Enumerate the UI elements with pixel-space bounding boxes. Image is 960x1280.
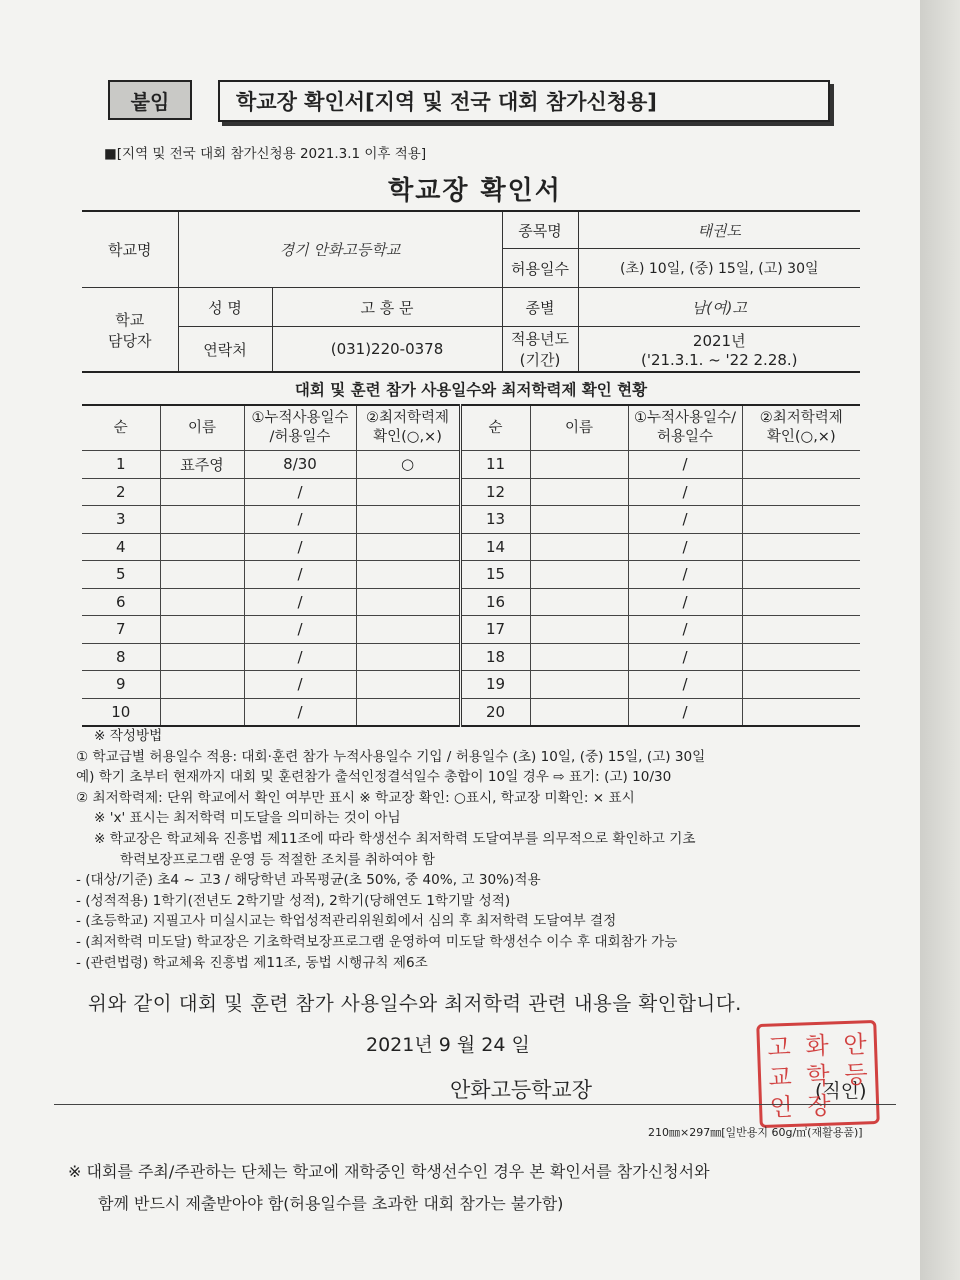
status-table-body — [82, 451, 860, 727]
cell-name — [160, 698, 244, 726]
cell-days2: / — [628, 616, 742, 644]
cell-days: / — [244, 588, 356, 616]
cell-days: / — [244, 478, 356, 506]
footer-line1: ※ 대회를 주최/주관하는 단체는 학교에 재학중인 학생선수인 경우 본 확인서를 참가신청서와 — [68, 1162, 710, 1181]
principal-title: 안화고등학교장 — [450, 1078, 593, 1102]
cell-name2 — [530, 698, 628, 726]
background-edge — [920, 0, 960, 1280]
category-label: 종별 — [502, 288, 578, 327]
cell-check2 — [742, 616, 860, 644]
manager-label — [82, 288, 178, 373]
cell-name2 — [530, 451, 628, 479]
cell-days: / — [244, 671, 356, 699]
col-days-right — [628, 405, 742, 451]
cell-days: 8/30 — [244, 451, 356, 479]
cell-check2 — [742, 451, 860, 479]
footer-line2: 함께 반드시 제출받아야 함(허용일수를 초과한 대회 참가는 불가함) — [98, 1194, 564, 1213]
note-1-example: 예) 학기 초부터 현재까지 대회 및 훈련참가 출석인정결석일수 총합이 10일 경우 ⇨ 표기: (고) 10/30 — [76, 769, 672, 786]
cell-check: ○ — [356, 451, 460, 479]
cell-check2 — [742, 561, 860, 589]
cell-check — [356, 671, 460, 699]
cell-name — [160, 616, 244, 644]
contact-value: (031)220-0378 — [272, 327, 502, 373]
cell-name2 — [530, 671, 628, 699]
cell-no2: 15 — [460, 561, 530, 589]
cell-name — [160, 643, 244, 671]
school-name-label: 학교명 — [82, 211, 178, 288]
col-days-line1: ①누적사용일수 — [251, 410, 349, 426]
cell-no2: 19 — [460, 671, 530, 699]
cell-no: 6 — [82, 588, 160, 616]
table-row — [82, 698, 860, 726]
cell-no2: 12 — [460, 478, 530, 506]
year-label — [502, 327, 578, 373]
cell-name2 — [530, 588, 628, 616]
name-label: 성 명 — [178, 288, 272, 327]
cell-check2 — [742, 506, 860, 534]
detail-4: - (최저학력 미도달) 학교장은 기초학력보장프로그램 운영하여 미도달 학생선수 이수 후 대회참가 가능 — [76, 933, 678, 950]
detail-3: - (초등학교) 지필고사 미실시교는 학업성적관리위원회에서 심의 후 최저학력 도달여부 결정 — [76, 913, 617, 930]
year-value-line1: 2021년 — [692, 331, 746, 350]
cell-check2 — [742, 478, 860, 506]
cell-no2: 14 — [460, 533, 530, 561]
cell-days: / — [244, 643, 356, 671]
year-value-line2: ('21.3.1. ~ '22 2.28.) — [640, 350, 798, 369]
cell-no2: 20 — [460, 698, 530, 726]
detail-1: - (대상/기준) 초4 ~ 고3 / 해당학년 과목평균(초 50%, 중 40%, 고 30%)적용 — [76, 872, 541, 889]
writing-instructions — [76, 726, 876, 973]
col-check-line2: 확인(○,×) — [373, 429, 442, 445]
allowed-days-value: (초) 10일, (중) 15일, (고) 30일 — [578, 249, 860, 288]
cell-days: / — [244, 506, 356, 534]
cell-no: 8 — [82, 643, 160, 671]
col-check-line1: ②최저학력제 — [365, 410, 450, 426]
cell-name — [160, 588, 244, 616]
cell-name — [160, 478, 244, 506]
signature-divider — [54, 1104, 896, 1105]
year-label-line1: 적용년도 — [511, 330, 569, 348]
col-days-line2: /허용일수 — [269, 429, 331, 445]
note-2: ② 최저학력제: 단위 학교에서 확인 여부만 표시 ※ 학교장 확인: ○표시, 학교장 미확인: × 표시 — [76, 789, 635, 806]
table-row — [82, 451, 860, 479]
cell-check2 — [742, 671, 860, 699]
cell-name: 표주영 — [160, 451, 244, 479]
paper-spec: 210㎜×297㎜[일반용지 60g/㎡(재활용품)] — [648, 1126, 863, 1139]
note-2-a: ※ 'x' 표시는 최저학력 미도달을 의미하는 것이 아님 — [94, 810, 401, 827]
cell-no: 3 — [82, 506, 160, 534]
cell-check — [356, 588, 460, 616]
info-table — [82, 210, 860, 373]
cell-check2 — [742, 643, 860, 671]
cell-name — [160, 561, 244, 589]
event-value: 태권도 — [578, 211, 860, 249]
cell-name2 — [530, 506, 628, 534]
note-2-b: ※ 학교장은 학교체육 진흥법 제11조에 따라 학생선수 최저학력 도달여부를 의무적으로 확인하고 기초 — [94, 830, 696, 847]
cell-no: 10 — [82, 698, 160, 726]
cell-name2 — [530, 561, 628, 589]
table-row — [82, 588, 860, 616]
cell-days2: / — [628, 698, 742, 726]
cell-check2 — [742, 533, 860, 561]
cell-name2 — [530, 533, 628, 561]
cell-check — [356, 698, 460, 726]
manager-label-line1: 학교 — [115, 310, 145, 329]
cell-no: 2 — [82, 478, 160, 506]
cell-name — [160, 506, 244, 534]
confirmation-statement: 위와 같이 대회 및 훈련 참가 사용일수와 최저학력 관련 내용을 확인합니다. — [88, 992, 742, 1015]
cell-check — [356, 533, 460, 561]
manager-label-line2: 담당자 — [108, 331, 152, 350]
attachment-label: 붙임 — [108, 80, 192, 120]
cell-no: 7 — [82, 616, 160, 644]
col-check-right — [742, 405, 860, 451]
col-check — [356, 405, 460, 451]
cell-no: 5 — [82, 561, 160, 589]
contact-label: 연락처 — [178, 327, 272, 373]
cell-days2: / — [628, 478, 742, 506]
col-days-right-line1: ①누적사용일수/ — [634, 410, 736, 426]
confirmation-date: 2021년 9 월 24 일 — [366, 1034, 530, 1056]
cell-days2: / — [628, 671, 742, 699]
detail-2: - (성적적용) 1학기(전년도 2학기말 성적), 2학기(당해연도 1학기말 성적) — [76, 892, 511, 909]
school-name-value: 경기 안화고등학교 — [178, 211, 502, 288]
note-2-c: 학력보장프로그램 운영 등 적절한 조치를 취하여야 함 — [120, 851, 435, 868]
cell-check2 — [742, 588, 860, 616]
page-title: 학교장 확인서 — [388, 176, 562, 206]
col-days-right-line2: 허용일수 — [656, 429, 714, 445]
event-label: 종목명 — [502, 211, 578, 249]
table-row — [82, 478, 860, 506]
col-days — [244, 405, 356, 451]
col-no: 순 — [82, 405, 160, 451]
cell-no: 1 — [82, 451, 160, 479]
name-value: 고 흥 문 — [272, 288, 502, 327]
cell-no: 4 — [82, 533, 160, 561]
seal-text: 고 화 안 교 학 등 인 장 — [766, 1030, 869, 1122]
col-check-right-line2: 확인(○,×) — [766, 429, 836, 445]
table-row — [82, 533, 860, 561]
col-name-right: 이름 — [530, 405, 628, 451]
cell-check — [356, 643, 460, 671]
cell-check — [356, 616, 460, 644]
form-title-box: 학교장 확인서[지역 및 전국 대회 참가신청용] — [218, 80, 830, 122]
col-check-right-line1: ②최저학력제 — [759, 410, 843, 426]
cell-no2: 13 — [460, 506, 530, 534]
cell-days2: / — [628, 561, 742, 589]
cell-days: / — [244, 698, 356, 726]
cell-days2: / — [628, 588, 742, 616]
cell-days2: / — [628, 643, 742, 671]
year-label-line2: (기간) — [519, 351, 561, 369]
cell-check — [356, 478, 460, 506]
col-name: 이름 — [160, 405, 244, 451]
cell-no: 9 — [82, 671, 160, 699]
table-row — [82, 671, 860, 699]
cell-no2: 16 — [460, 588, 530, 616]
allowed-days-label: 허용일수 — [502, 249, 578, 288]
cell-name2 — [530, 478, 628, 506]
status-heading: 대회 및 훈련 참가 사용일수와 최저학력제 확인 현황 — [294, 381, 648, 399]
cell-days: / — [244, 533, 356, 561]
year-value — [578, 327, 860, 373]
table-row — [82, 643, 860, 671]
note-1: ① 학교급별 허용일수 적용: 대회·훈련 참가 누적사용일수 기입 / 허용일수 (초) 10일, (중) 15일, (고) 30일 — [76, 748, 706, 765]
cell-days2: / — [628, 451, 742, 479]
cell-no2: 11 — [460, 451, 530, 479]
cell-name2 — [530, 616, 628, 644]
category-value: 남(여)고 — [578, 288, 860, 327]
table-row — [82, 616, 860, 644]
applicability-note: ■[지역 및 전국 대회 참가신청용 2021.3.1 이후 적용] — [104, 146, 427, 162]
cell-check2 — [742, 698, 860, 726]
cell-no2: 18 — [460, 643, 530, 671]
cell-days: / — [244, 561, 356, 589]
notes-title: ※ 작성방법 — [94, 728, 163, 744]
cell-days: / — [244, 616, 356, 644]
cell-no2: 17 — [460, 616, 530, 644]
official-seal — [756, 1020, 880, 1128]
cell-name2 — [530, 643, 628, 671]
cell-check — [356, 506, 460, 534]
cell-name — [160, 533, 244, 561]
cell-check — [356, 561, 460, 589]
footer-note — [68, 1156, 888, 1220]
cell-name — [160, 671, 244, 699]
table-row — [82, 506, 860, 534]
cell-days2: / — [628, 506, 742, 534]
detail-5: - (관련법령) 학교체육 진흥법 제11조, 동법 시행규칙 제6조 — [76, 954, 428, 971]
cell-days2: / — [628, 533, 742, 561]
table-row — [82, 561, 860, 589]
status-table — [82, 404, 860, 727]
col-no-right: 순 — [460, 405, 530, 451]
seal-word: (직인) — [815, 1080, 867, 1102]
